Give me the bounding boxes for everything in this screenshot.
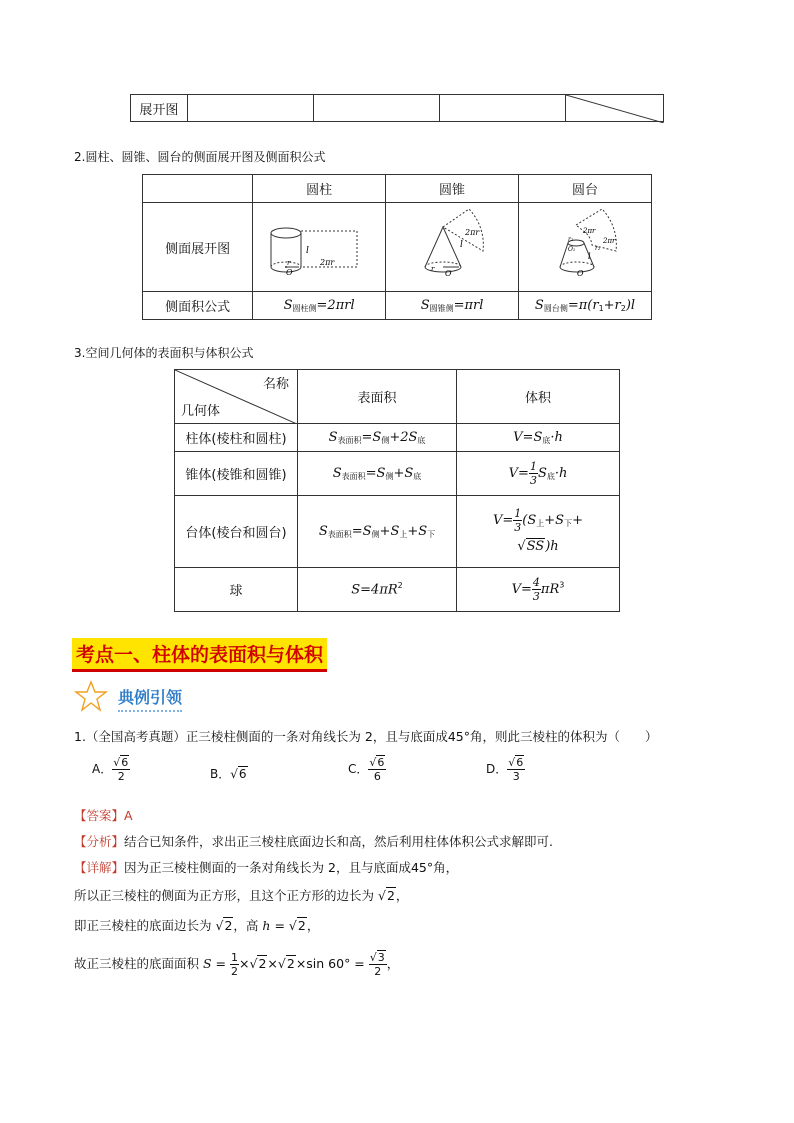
table-unfold-row	[130, 94, 664, 122]
header-cone: 圆锥	[386, 175, 519, 203]
sphere-area-formula: $S=4\pi R^2$	[298, 568, 457, 612]
detail-line-1: 【详解】因为正三棱柱侧面的一条对角线长为 2，且与底面成45°角，	[74, 860, 459, 875]
prism-volume-formula: $V=S_底\cdot h$	[457, 424, 620, 452]
svg-text:l: l	[588, 252, 591, 261]
header-name: 名称	[262, 377, 289, 392]
unfold-cell-2	[313, 95, 439, 122]
answer-line: 【答案】A	[74, 808, 133, 823]
section2-heading: 2.圆柱、圆锥、圆台的侧面展开图及侧面积公式	[74, 150, 326, 164]
svg-text:2πr: 2πr	[320, 258, 335, 267]
row-prism-label: 柱体(棱柱和圆柱)	[175, 424, 298, 452]
cylinder-unfold-figure	[254, 205, 384, 285]
formula-cylinder: $S_{圆柱侧}=2\pi rl$	[253, 292, 386, 320]
detail-line-4: 故正三棱柱的底面面积 S = $\frac{1}{2}$ ×√2×√2×sin 60° = $\frac{√3}{2}$ ，	[74, 951, 400, 978]
svg-text:r₁: r₁	[568, 236, 574, 243]
formula-frustum: $S_{圆台侧}=\pi(r_1+r_2)l$	[519, 292, 652, 320]
row-frustum-label: 台体(棱台和圆台)	[175, 496, 298, 568]
option-a: A． $\frac{√6}{2}$	[92, 756, 129, 783]
svg-text:r: r	[287, 259, 291, 267]
star-icon	[74, 680, 108, 712]
frustum-unfold-figure	[520, 203, 650, 287]
area-volume-table	[174, 369, 620, 612]
row-pyramid-label: 锥体(棱锥和圆锥)	[175, 452, 298, 496]
svg-text:O: O	[286, 268, 293, 277]
svg-text:O: O	[577, 269, 584, 278]
unfold-cell-3	[439, 95, 565, 122]
formula-cone: $S_{圆锥侧}=\pi rl$	[386, 292, 519, 320]
svg-text:l: l	[306, 246, 310, 256]
option-c: C． $\frac{√6}{6}$	[348, 756, 385, 783]
example-label: 典例引领	[118, 685, 182, 712]
svg-text:r₂: r₂	[595, 245, 601, 252]
svg-text:2πr: 2πr	[603, 237, 616, 245]
header-surface-area: 表面积	[298, 370, 457, 424]
row-label-diagram: 侧面展开图	[143, 203, 253, 292]
option-d: D． $\frac{√6}{3}$	[486, 756, 524, 783]
svg-text:2πr: 2πr	[465, 228, 480, 237]
svg-text:O₁: O₁	[568, 246, 576, 253]
header-diagonal-cell	[175, 370, 298, 424]
cone-unfold-figure	[387, 203, 517, 287]
lateral-area-table	[142, 174, 652, 320]
frustum-area-formula: $S_{表面积}=S_侧+S_上+S_下$	[298, 496, 457, 568]
frustum-volume-formula: V= $\frac{1}{3}$ ($S_上+S_下+$ √SS)h	[457, 496, 620, 568]
pyramid-area-formula: $S_{表面积}=S_侧+S_底$	[298, 452, 457, 496]
svg-text:l: l	[460, 240, 463, 250]
row-sphere-label: 球	[175, 568, 298, 612]
analysis-line: 【分析】结合已知条件，求出正三棱柱底面边长和高，然后利用柱体体积公式求解即可.	[74, 834, 553, 849]
detail-line-3: 即正三棱柱的底面边长为 √2，高 h = √2，	[74, 918, 320, 933]
svg-text:r: r	[431, 265, 435, 273]
header-solid: 几何体	[181, 404, 221, 419]
unfold-cell-1	[187, 95, 313, 122]
svg-text:2πr: 2πr	[583, 227, 596, 235]
header-volume: 体积	[457, 370, 620, 424]
header-cylinder: 圆柱	[253, 175, 386, 203]
unfold-cell-diagonal	[565, 95, 663, 122]
sphere-volume-formula: V= $\frac{4}{3}$ $\pi R^3$	[457, 568, 620, 612]
example-label-row	[74, 680, 204, 714]
diagonal-slash	[566, 95, 664, 123]
header-frustum: 圆台	[519, 175, 652, 203]
unfold-row-label: 展开图	[131, 95, 188, 122]
header-empty	[143, 175, 253, 203]
prism-area-formula: $S_{表面积}=S_侧+2S_底$	[298, 424, 457, 452]
question-text: 1.（全国高考真题）正三棱柱侧面的一条对角线长为 2，且与底面成45°角，则此三棱柱的体积为（ ）	[74, 729, 658, 744]
row-label-formula: 侧面积公式	[143, 292, 253, 320]
frustum-unfold-diagram	[519, 203, 652, 292]
section-title: 考点一、柱体的表面积与体积	[72, 638, 327, 672]
section3-heading: 3.空间几何体的表面积与体积公式	[74, 346, 254, 360]
svg-text:O: O	[445, 269, 452, 278]
detail-line-2: 所以正三棱柱的侧面为正方形，且这个正方形的边长为 √2，	[74, 888, 409, 903]
option-b: B．√6	[210, 767, 247, 781]
cone-unfold-diagram	[386, 203, 519, 292]
pyramid-volume-formula: V= $\frac{1}{3}$ $S_底\cdot h$	[457, 452, 620, 496]
cylinder-unfold-diagram	[253, 203, 386, 292]
